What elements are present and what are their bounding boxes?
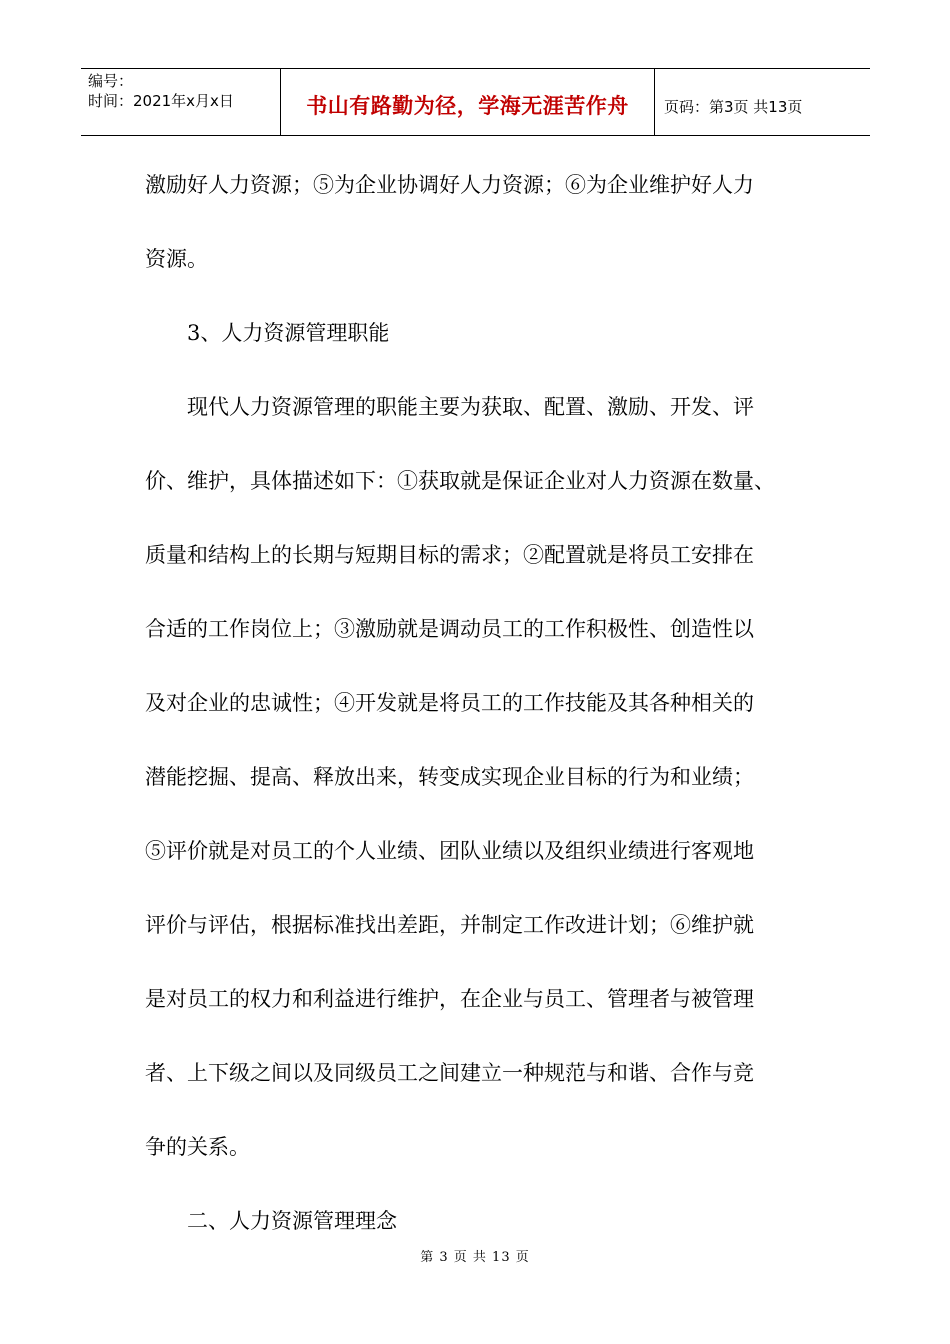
page-header [81, 68, 870, 136]
body-line: 评价与评估，根据标准找出差距，并制定工作改进计划；⑥维护就 [145, 913, 754, 937]
header-meta [81, 69, 281, 135]
document-number-label: 编号： [88, 72, 134, 90]
document-time-label: 时间：2021年x月x日 [88, 92, 234, 110]
body-line: 现代人力资源管理的职能主要为获取、配置、激励、开发、评 [187, 395, 754, 419]
body-line: 潜能挖掘、提高、释放出来，转变成实现企业目标的行为和业绩； [145, 765, 754, 789]
body-line: 合适的工作岗位上；③激励就是调动员工的工作积极性、创造性以 [145, 617, 754, 641]
body-line: 者、上下级之间以及同级员工之间建立一种规范与和谐、合作与竞 [145, 1061, 754, 1085]
body-line: 激励好人力资源；⑤为企业协调好人力资源；⑥为企业维护好人力 [145, 173, 754, 197]
page-footer: 第 3 页 共 13 页 [420, 1250, 530, 1265]
header-motto: 书山有路勤为径，学海无涯苦作舟 [281, 69, 655, 135]
body-line: 是对员工的权力和利益进行维护，在企业与员工、管理者与被管理 [145, 987, 754, 1011]
section-heading: 3、人力资源管理职能 [187, 321, 390, 345]
body-line: 争的关系。 [145, 1135, 250, 1159]
body-line: 资源。 [145, 247, 208, 271]
body-line: 及对企业的忠诚性；④开发就是将员工的工作技能及其各种相关的 [145, 691, 754, 715]
body-line: 质量和结构上的长期与短期目标的需求；②配置就是将员工安排在 [145, 543, 754, 567]
body-line: ⑤评价就是对员工的个人业绩、团队业绩以及组织业绩进行客观地 [145, 839, 754, 863]
section-heading: 二、人力资源管理理念 [187, 1209, 397, 1233]
body-line: 价、维护，具体描述如下：①获取就是保证企业对人力资源在数量、 [145, 469, 775, 493]
header-page-number: 页码：第3页 共13页 [664, 97, 803, 116]
